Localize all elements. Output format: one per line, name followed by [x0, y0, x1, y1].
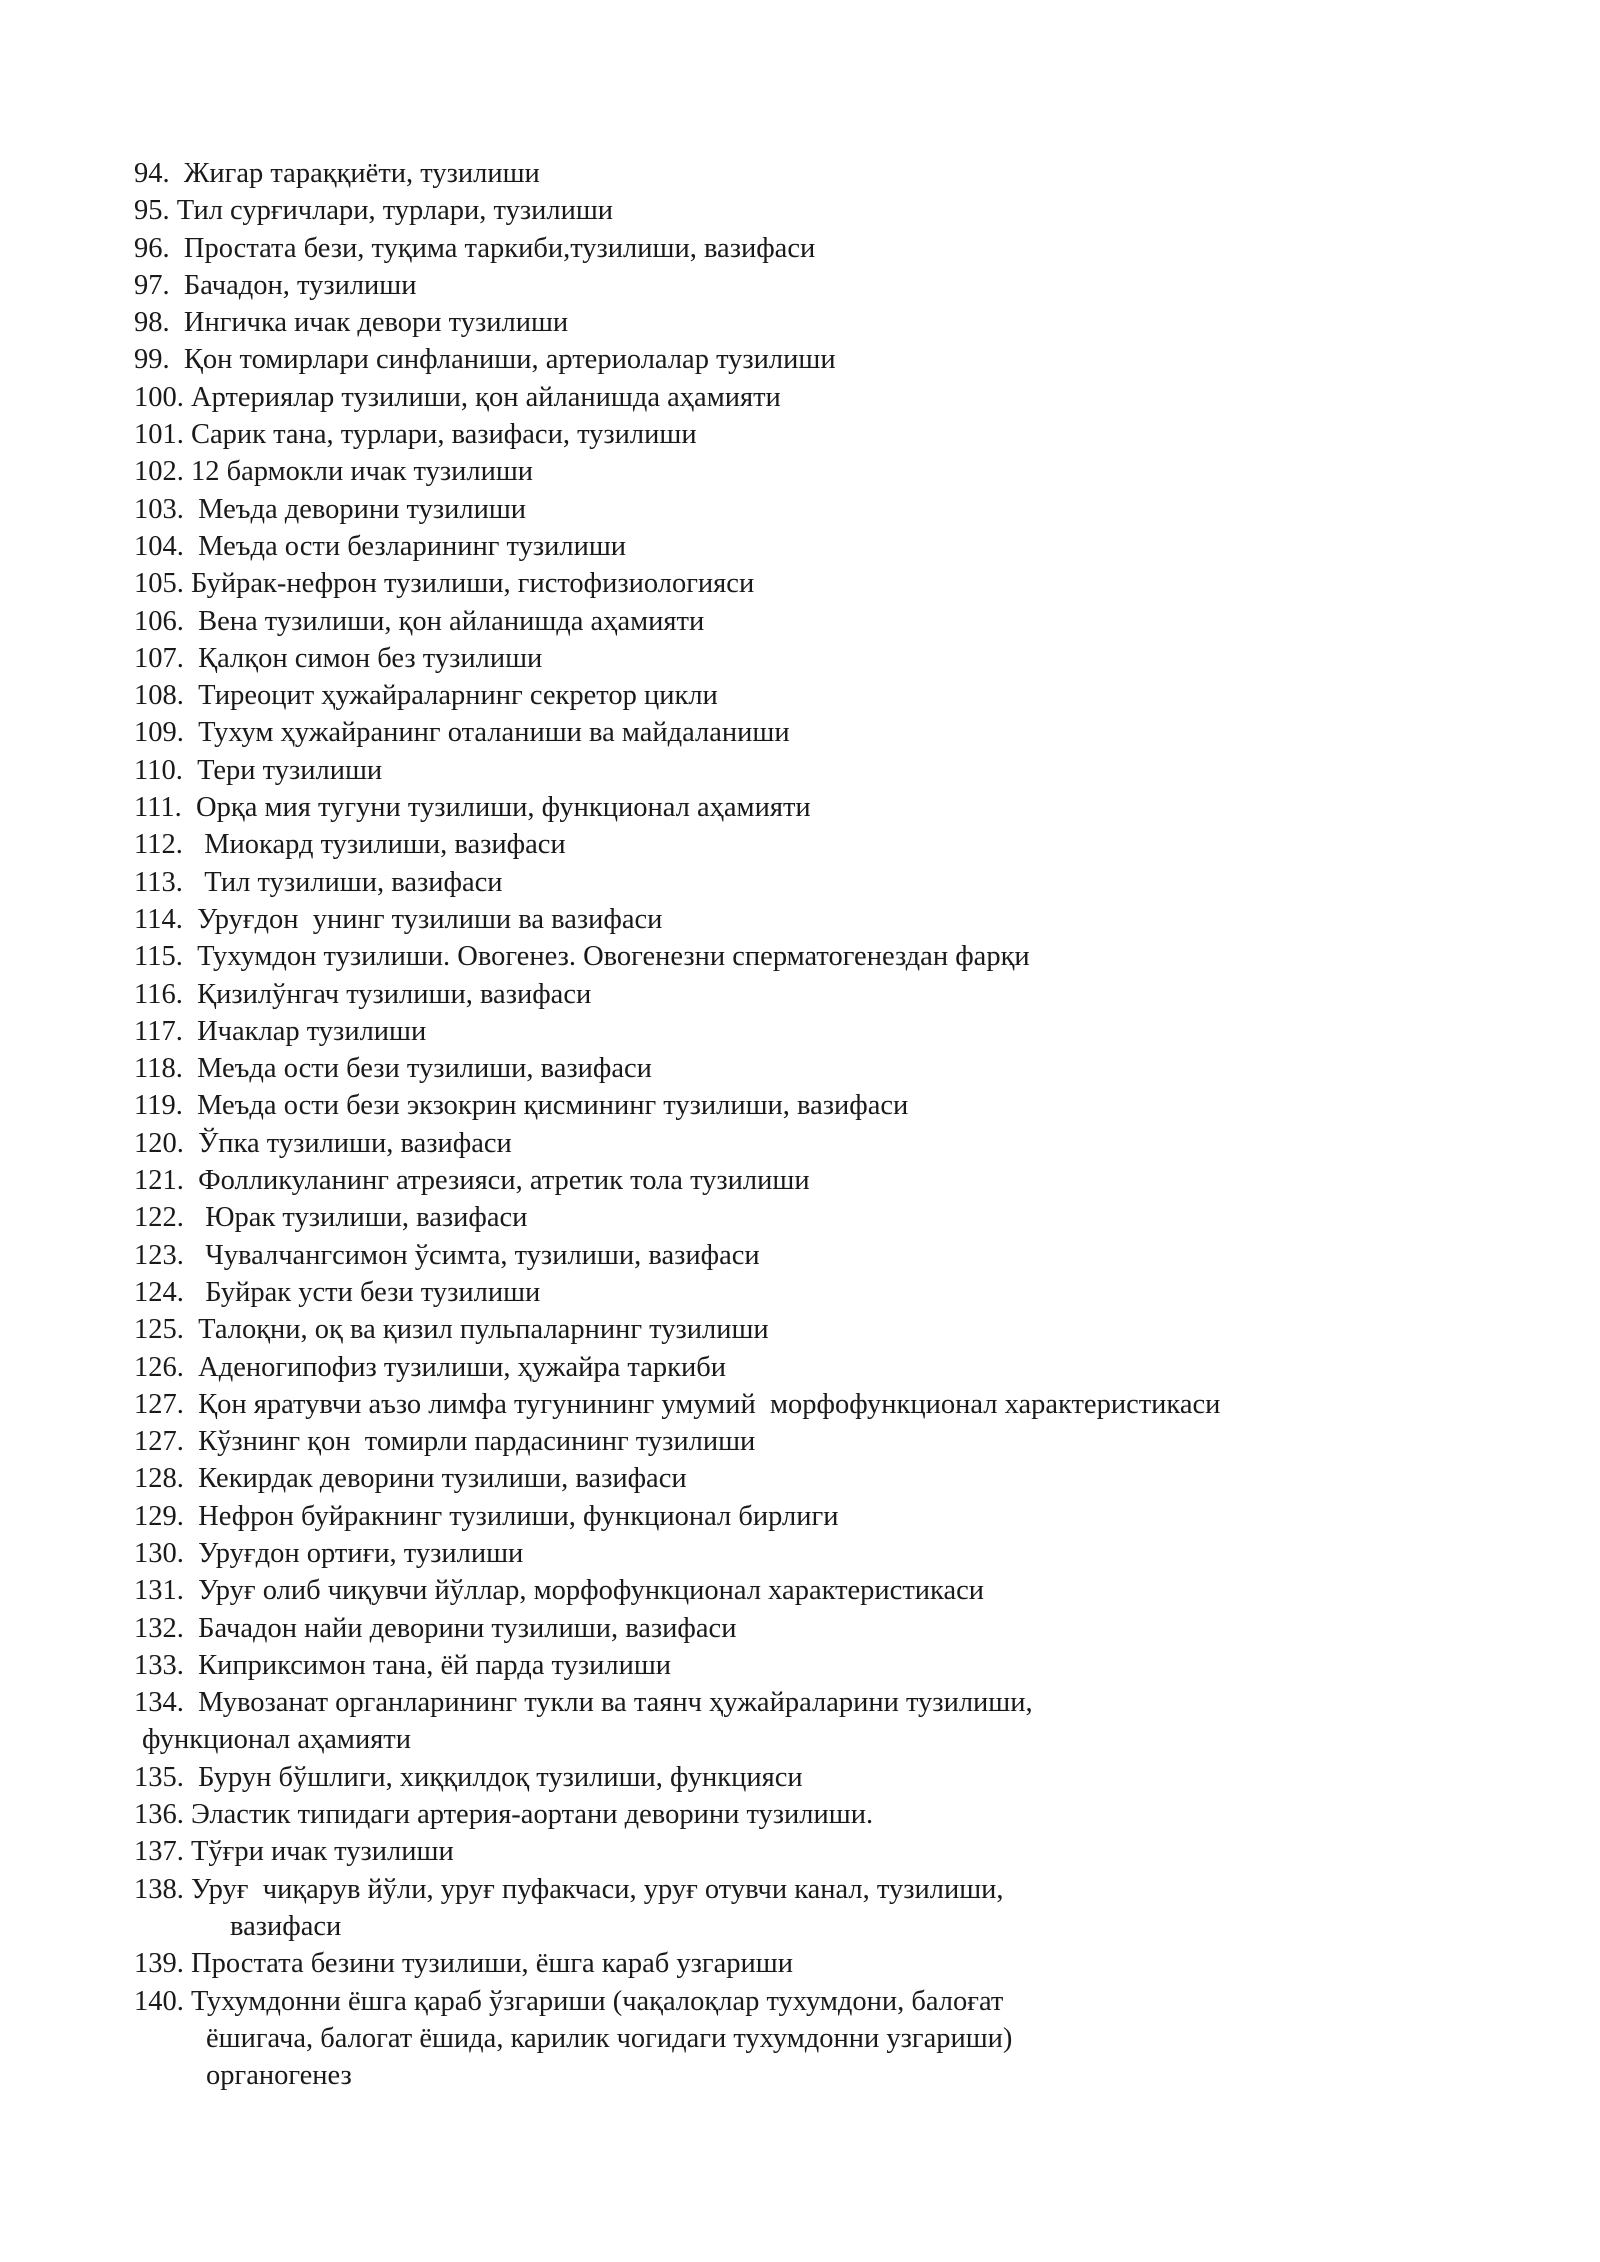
list-item: 120. Ўпка тузилиши, вазифаси	[134, 1127, 512, 1159]
list-item: 98. Ингичка ичак девори тузилиши	[134, 307, 569, 339]
list-item: 97. Бачадон, тузилиши	[134, 269, 417, 301]
list-item: 94. Жигар тараққиёти, тузилиши	[134, 158, 540, 189]
list-item: 137. Тўғри ичак тузилиши	[134, 1836, 454, 1868]
list-item: 113. Тил тузилиши, вазифаси	[134, 866, 503, 898]
list-item: 105. Буйрак-нефрон тузилиши, гистофизиологияси	[134, 568, 755, 600]
list-item: 124. Буйрак усти бези тузилиши	[134, 1276, 541, 1308]
list-item: 117. Ичаклар тузилиши	[134, 1015, 427, 1047]
list-item: 99. Қон томирлари синфланиши, артериолалар тузилиши	[134, 344, 836, 376]
list-item: 96. Простата бези, туқима таркиби,тузилиши, вазифаси	[134, 232, 816, 264]
list-item: 129. Нефрон буйракнинг тузилиши, функционал бирлиги	[134, 1500, 839, 1532]
list-item-continuation: функционал аҳамияти	[142, 1724, 412, 1756]
question-list	[134, 155, 1534, 2094]
list-item-continuation: ёшигача, балогат ёшида, карилик чогидаги тухумдонни узгариши)	[206, 2022, 1013, 2054]
list-item: 133. Киприксимон тана, ёй парда тузилиши	[134, 1649, 672, 1681]
list-item: 130. Уруғдон ортиғи, тузилиши	[134, 1537, 524, 1569]
list-item: 114. Уруғдон унинг тузилиши ва вазифаси	[134, 903, 663, 935]
list-item: 95. Тил сурғичлари, турлари, тузилиши	[134, 195, 614, 227]
list-item: 135. Бурун бўшлиги, хиққилдоқ тузилиши, функцияси	[134, 1761, 803, 1793]
list-item: 125. Талоқни, оқ ва қизил пульпаларнинг тузилиши	[134, 1314, 769, 1346]
list-item: 110. Тери тузилиши	[134, 754, 383, 786]
list-item: 116. Қизилўнгач тузилиши, вазифаси	[134, 978, 592, 1010]
list-item: 104. Меъда ости безларининг тузилиши	[134, 530, 627, 562]
list-item: 107. Қалқон симон без тузилиши	[134, 642, 543, 674]
list-item: 138. Уруғ чиқарув йўли, уруғ пуфакчаси, уруғ отувчи канал, тузилиши,	[134, 1873, 1004, 1905]
list-item: 103. Меъда деворини тузилиши	[134, 493, 527, 525]
list-item: 126. Аденогипофиз тузилиши, ҳужайра таркиби	[134, 1351, 726, 1383]
list-item: 134. Мувозанат органларининг тукли ва таянч ҳужайраларини тузилиши,	[134, 1687, 1033, 1719]
list-item: 101. Сарик тана, турлари, вазифаси, тузилиши	[134, 419, 697, 451]
list-item: 118. Меъда ости бези тузилиши, вазифаси	[134, 1053, 652, 1085]
list-item: 128. Кекирдак деворини тузилиши, вазифаси	[134, 1463, 687, 1495]
list-item: 106. Вена тузилиши, қон айланишда аҳамияти	[134, 605, 705, 637]
list-item: 132. Бачадон найи деворини тузилиши, вазифаси	[134, 1612, 737, 1644]
list-item: 109. Тухум ҳужайранинг оталаниши ва майдаланиши	[134, 717, 790, 749]
list-item: 136. Эластик типидаги артерия-аортани деворини тузилиши.	[134, 1799, 874, 1831]
list-item: 108. Тиреоцит ҳужайраларнинг секретор цикли	[134, 680, 718, 712]
list-item-continuation: органогенез	[206, 2060, 352, 2092]
list-item: 127. Кўзнинг қон томирли пардасининг тузилиши	[134, 1426, 756, 1458]
list-item: 100. Артериялар тузилиши, қон айланишда аҳамияти	[134, 381, 781, 413]
list-item: 119. Меъда ости бези экзокрин қисмининг тузилиши, вазифаси	[134, 1090, 909, 1122]
list-item: 115. Тухумдон тузилиши. Овогенез. Овогенезни сперматогенездан фарқи	[134, 941, 1030, 973]
list-item: 121. Фолликуланинг атрезияси, атретик тола тузилиши	[134, 1165, 810, 1197]
list-item: 127. Қон яратувчи аъзо лимфа тугунининг умумий морфофункционал характеристикаси	[134, 1388, 1221, 1420]
list-item: 122. Юрак тузилиши, вазифаси	[134, 1202, 528, 1234]
list-item: 123. Чувалчангсимон ўсимта, тузилиши, вазифаси	[134, 1239, 760, 1271]
list-item: 102. 12 бармокли ичак тузилиши	[134, 456, 534, 488]
list-item-continuation: вазифаси	[230, 1910, 342, 1942]
list-item: 131. Уруғ олиб чиқувчи йўллар, морфофункционал характеристикаси	[134, 1575, 985, 1607]
list-item: 111. Орқа мия тугуни тузилиши, функционал аҳамияти	[134, 792, 811, 824]
list-item: 112. Миокард тузилиши, вазифаси	[134, 829, 566, 861]
list-item: 139. Простата безини тузилиши, ёшга караб узгариши	[134, 1948, 793, 1980]
list-item: 140. Тухумдонни ёшга қараб ўзгариши (чақалоқлар тухумдони, балоғат	[134, 1985, 1004, 2017]
